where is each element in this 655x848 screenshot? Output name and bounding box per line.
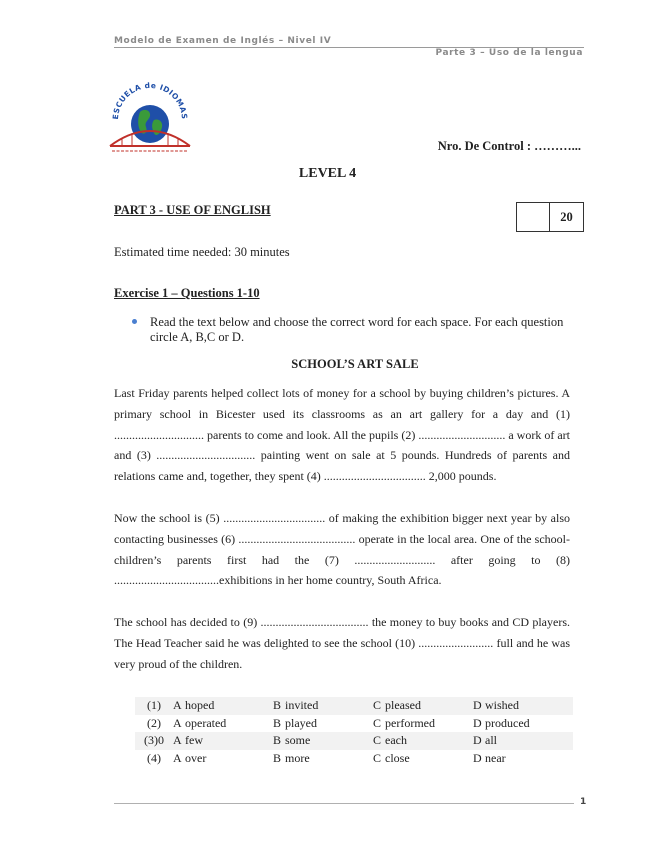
exercise-title: Exercise 1 – Questions 1-10 xyxy=(114,286,260,300)
question-number: (4) xyxy=(147,750,161,765)
options-row xyxy=(135,750,573,768)
option-c[interactable]: C each xyxy=(373,732,473,750)
story-title: SCHOOL’S ART SALE xyxy=(291,357,419,371)
option-a[interactable]: A hoped xyxy=(173,697,273,715)
option-a[interactable]: A over xyxy=(173,750,207,765)
footer-rule xyxy=(114,803,574,804)
logo-text: ESCUELA de IDIOMAS xyxy=(110,80,190,120)
part-title: PART 3 - USE OF ENGLISH xyxy=(114,203,271,217)
story-paragraph-2: Now the school is (5) .................................. of making the exhibition bigger next year by also contacting businesses (6) ....................................... operate in the local area. One of the school-children’s parents first had the (7) ........................... after going to (8) ...................................exhibitions in her home country, South Africa. xyxy=(114,511,570,588)
estimated-time: Estimated time needed: 30 minutes xyxy=(114,245,290,259)
option-d[interactable]: D wished xyxy=(473,697,573,715)
options-table xyxy=(135,697,573,767)
header-right-title: Parte 3 – Uso de la lengua xyxy=(435,48,583,58)
option-b[interactable]: B invited xyxy=(273,697,373,715)
page-number: 1 xyxy=(580,797,587,807)
bullet-icon xyxy=(132,319,137,324)
option-a[interactable]: A operated xyxy=(173,715,227,730)
globe-icon xyxy=(131,105,169,143)
score-box xyxy=(516,202,584,232)
question-number: (3)0 xyxy=(135,732,173,750)
question-number: (1) xyxy=(135,697,173,715)
score-blank-cell xyxy=(517,203,550,231)
option-b[interactable]: B played xyxy=(273,715,317,730)
question-number: (2) xyxy=(147,715,161,730)
story-paragraph-3: The school has decided to (9) .................................... the money to buy books and CD players. The Head Teacher said he was delighted to see the school (10) ......................... full and he was very proud of the children. xyxy=(114,615,570,671)
options-row xyxy=(135,715,573,733)
score-total: 20 xyxy=(560,209,573,224)
option-c[interactable]: C close xyxy=(373,750,410,765)
header-left-title: Modelo de Examen de Inglés – Nivel IV xyxy=(114,36,332,46)
options-row xyxy=(135,697,573,715)
option-d[interactable]: D produced xyxy=(473,715,530,730)
story-paragraph-1: Last Friday parents helped collect lots of money for a school by buying children’s pictures. A primary school in Bicester used its classrooms as an art gallery for a day and (1) .............................. parents to come and look. All the pupils (2) ............................. a work of art and (3) ................................. painting went on sale at 5 pounds. Hundreds of parents and relations came and, together, they spent (4) .................................. 2,000 pounds. xyxy=(114,386,570,484)
options-row xyxy=(135,732,573,750)
option-c[interactable]: C performed xyxy=(373,715,435,730)
control-number-field: Nro. De Control : ………... xyxy=(437,139,581,153)
option-b[interactable]: B some xyxy=(273,732,373,750)
option-b[interactable]: B more xyxy=(273,750,310,765)
option-a[interactable]: A few xyxy=(173,732,273,750)
option-c[interactable]: C pleased xyxy=(373,697,473,715)
level-heading: LEVEL 4 xyxy=(298,166,357,181)
exercise-instruction: Read the text below and choose the correct word for each space. For each question circle A, B,C or D. xyxy=(150,315,564,344)
option-d[interactable]: D near xyxy=(473,750,506,765)
option-d[interactable]: D all xyxy=(473,732,573,750)
school-logo xyxy=(104,80,196,156)
